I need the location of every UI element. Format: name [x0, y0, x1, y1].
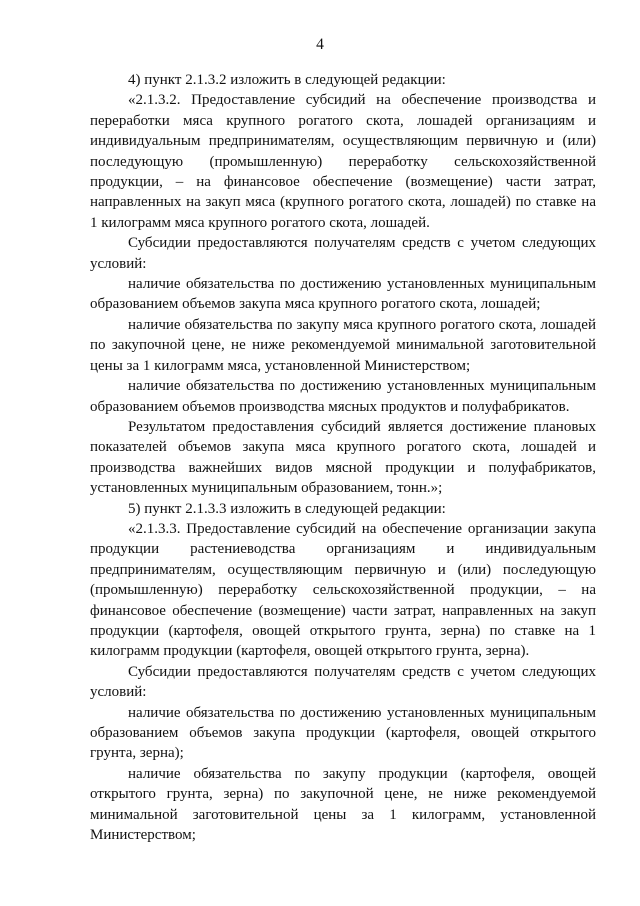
paragraph-conditions-intro: Субсидии предоставляются получателям средств с учетом следующих условий: [90, 663, 596, 701]
paragraph-2-1-3-2: «2.1.3.2. Предоставление субсидий на обеспечение производства и переработки мяса крупного рогатого скота, лошадей организациям и индивидуальным предпринимателям, осуществляющим первичную и (или) последующую (промышленную) переработку сельскохозяйственной продукции, – на финансовое обеспечение (возмещение) части затрат, направленных на закуп мяса (крупного рогатого скота, лошадей) по ставке на 1 килограмм мяса крупного рогатого скота, лошадей. [90, 92, 596, 231]
paragraph-condition: наличие обязательства по достижению установленных муниципальным образованием объемов закупа мяса крупного рогатого скота, лошадей; [90, 276, 596, 313]
paragraph-conditions-intro: Субсидии предоставляются получателям средств с учетом следующих условий: [90, 235, 596, 272]
paragraph-condition: наличие обязательства по достижению установленных муниципальным образованием объемов закупа продукции (картофеля, овощей открытого грунта, зерна); [90, 704, 596, 762]
paragraph-condition: наличие обязательства по достижению установленных муниципальным образованием объемов производства мясных продуктов и полуфабрикатов. [90, 378, 596, 415]
paragraph-item-5-heading: 5) пункт 2.1.3.3 изложить в следующей редакции: [128, 500, 446, 517]
document-body [90, 70, 596, 845]
paragraph-result: Результатом предоставления субсидий является достижение плановых показателей объемов закупа мяса крупного рогатого скота, лошадей и производства важнейших видов мясной продукции и полуфабрикатов, установленных муниципальным образованием, тонн.»; [90, 418, 596, 497]
paragraph-2-1-3-3: «2.1.3.3. Предоставление субсидий на обеспечение организации закупа продукции растениеводства организациям и индивидуальным предпринимателям, осуществляющим первичную и (или) последующую (промышленную) переработку сельскохозяйственной продукции, – на финансовое обеспечение (возмещение) части затрат, направленных на закуп продукции (картофеля, овощей открытого грунта, зерна) по ставке на 1 килограмм продукции (картофеля, овощей открытого грунта, зерна). [90, 520, 596, 660]
page-number: 4 [316, 36, 324, 53]
paragraph-condition: наличие обязательства по закупу продукции (картофеля, овощей открытого грунта, зерна) по закупочной цене, не ниже рекомендуемой минимальной заготовительной цены за 1 килограмм, установленной Министерством; [90, 765, 596, 844]
paragraph-condition: наличие обязательства по закупу мяса крупного рогатого скота, лошадей по закупочной цене, не ниже рекомендуемой минимальной заготовительной цены за 1 килограмм мяса, установленной Министерством; [90, 316, 596, 374]
paragraph-item-4-heading: 4) пункт 2.1.3.2 изложить в следующей редакции: [128, 72, 446, 88]
